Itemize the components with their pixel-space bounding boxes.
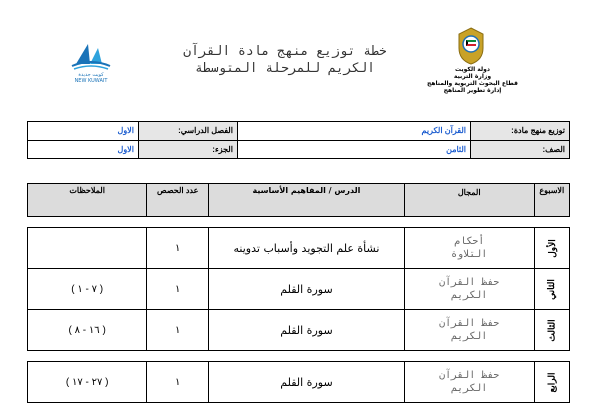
week-cell: الثاني (534, 269, 569, 310)
lesson-cell: نشأة علم التجويد وأسباب تدوينه (209, 228, 405, 269)
table-spacer (28, 217, 570, 228)
notes-cell: ( ٢٧ - ١٧ ) (28, 362, 147, 403)
title-line-2: الكريم للمرحلة المتوسطة (194, 61, 375, 76)
part-label: الجزء: (138, 140, 237, 159)
header-lesson: الدرس / المفاهيم الأساسية (209, 184, 405, 217)
header-week: الاسبوع (534, 184, 569, 217)
header-field: المجال (404, 184, 534, 217)
semester-label: الفصل الدراسي: (138, 122, 237, 141)
table-row (28, 362, 570, 403)
week-cell: الثالث (534, 310, 569, 351)
kuwait-emblem-logo (453, 26, 489, 66)
table-row (28, 269, 570, 310)
ministry-line: دولة الكويت (455, 66, 490, 73)
ministry-line: وزارة التربية (453, 73, 492, 80)
notes-cell: ( ٧ - ١ ) (28, 269, 147, 310)
lesson-cell: سورة القلم (209, 362, 405, 403)
header-count: عدد الحصص (147, 184, 209, 217)
subject-value: القرآن الكريم (237, 122, 470, 141)
lesson-cell: سورة القلم (209, 310, 405, 351)
new-kuwait-logo (70, 38, 112, 72)
title-line-1: خطة توزيع منهج مادة القرآن (183, 44, 387, 59)
subject-label: توزيع منهج مادة: (471, 122, 570, 141)
semester-value: الاول (28, 122, 139, 141)
table-header-row (28, 184, 570, 217)
ministry-line: إدارة تطوير المناهج (443, 87, 502, 94)
table-row (28, 310, 570, 351)
notes-cell (28, 228, 147, 269)
table-spacer (28, 351, 570, 362)
table-row (28, 228, 570, 269)
week-cell: الأول (534, 228, 569, 269)
lesson-cell: سورة القلم (209, 269, 405, 310)
page-header (0, 0, 600, 115)
grade-label: الصف: (471, 140, 570, 159)
notes-cell: ( ١٦ - ٨ ) (28, 310, 147, 351)
field-cell: حفظ القرآن الكريم (404, 269, 534, 310)
page-title (165, 43, 405, 77)
field-cell: حفظ القرآن الكريم (404, 362, 534, 403)
curriculum-table (27, 183, 570, 403)
count-cell: ١ (147, 269, 209, 310)
count-cell: ١ (147, 310, 209, 351)
part-value: الاول (28, 140, 139, 159)
week-cell: الرابع (534, 362, 569, 403)
info-table (27, 121, 570, 159)
count-cell: ١ (147, 362, 209, 403)
field-cell: حفظ القرآن الكريم (404, 310, 534, 351)
ministry-info (405, 66, 540, 94)
field-cell: أحكام التلاوة (404, 228, 534, 269)
count-cell: ١ (147, 228, 209, 269)
grade-value: الثامن (237, 140, 470, 159)
header-notes: الملاحظات (28, 184, 147, 217)
new-kuwait-logo-text: كويت جديدة NEW KUWAIT (74, 72, 108, 84)
ministry-line: قطاع البحوث التربوية والمناهج (427, 80, 518, 87)
